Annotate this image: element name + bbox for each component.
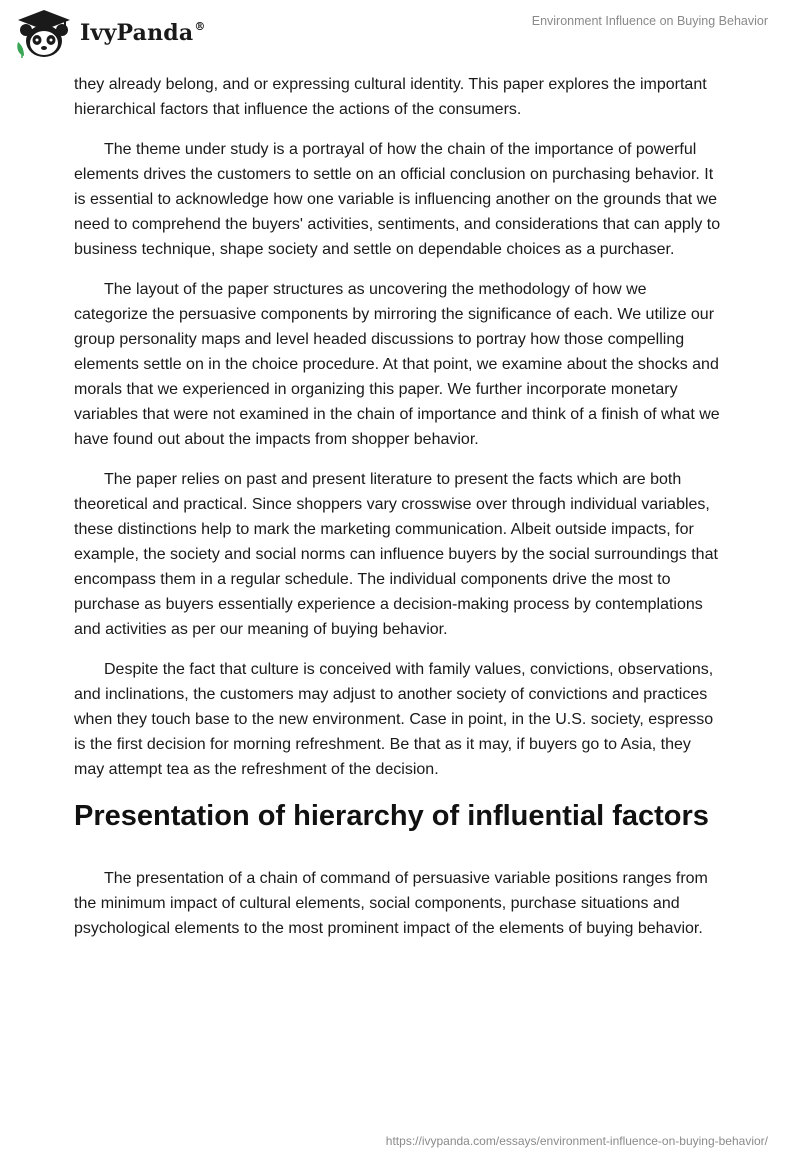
paragraph: they already belong, and or expressing cultural identity. This paper explores the important hierarchical factors that influence the actions of the consumers. [74,76,707,118]
page-header [0,0,800,70]
paragraph: The layout of the paper structures as uncovering the methodology of how we categorize the persuasive components by mirroring the significance of each. We utilize our group personality maps and level headed discussions to portray how those compelling elements settle on in the choice procedure. At that point, we examine about the shocks and morals that we experienced in organizing this paper. We further incorporate monetary variables that were not examined in the chain of importance and think of a finish of what we have found out about the impacts from shopper behavior. [74,281,720,448]
paragraph: The presentation of a chain of command of persuasive variable positions ranges from the minimum impact of cultural elements, social components, purchase situations and psychological elements to the most prominent impact of the elements of buying behavior. [74,870,708,937]
paragraph: The paper relies on past and present literature to present the facts which are both theoretical and practical. Since shoppers vary crosswise over through individual variables, these distinctions help to mark the marketing communication. Albeit outside impacts, for example, the society and social norms can influence buyers by the social surroundings that encompass them in a regular schedule. The individual components drive the most to purchase as buyers essentially experience a decision-making process by contemplations and activities as per our meaning of buying behavior. [74,471,718,638]
article-body [74,72,724,956]
brand-name[interactable]: IvyPanda® [80,19,206,46]
ivypanda-logo-icon[interactable] [14,8,74,60]
paragraph: The theme under study is a portrayal of how the chain of the importance of powerful elements drives the customers to settle on an official conclusion on purchasing behavior. It is essential to acknowledge how one variable is influencing another on the grounds that we need to comprehend the buyers' activities, sentiments, and considerations that can apply to business technique, shape society and settle on dependable choices as a purchaser. [74,141,721,258]
paragraph: Despite the fact that culture is conceived with family values, convictions, observations, and inclinations, the customers may adjust to another society of convictions and practices when they touch base to the new environment. Case in point, in the U.S. society, espresso is the first decision for morning refreshment. Be that as it may, if buyers go to Asia, they may attempt tea as the refreshment of the decision. [74,661,714,778]
document-title: Environment Influence on Buying Behavior [531,14,768,28]
source-url[interactable]: https://ivypanda.com/essays/environment-influence-on-buying-behavior/ [385,1134,768,1148]
section-heading: Presentation of hierarchy of influential factors [74,800,709,832]
